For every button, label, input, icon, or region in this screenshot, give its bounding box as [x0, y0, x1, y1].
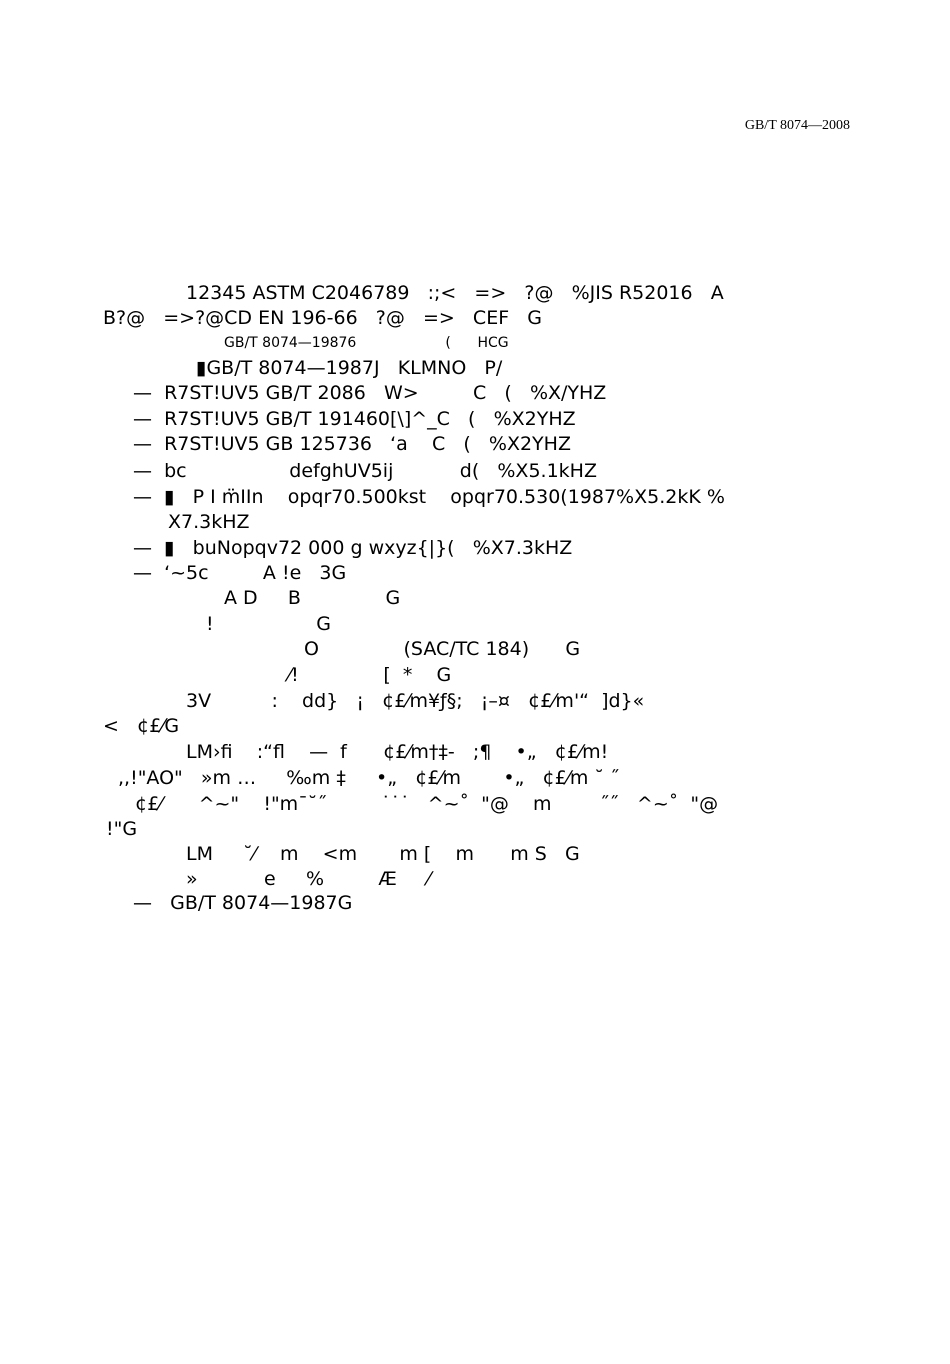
list-item: — bc defghUV5ij d( %X5.1kHZ	[133, 460, 597, 482]
text-line: B?@ =>?@CD EN 196-66 ?@ => CEF G	[103, 307, 542, 329]
text-line: ! G	[206, 613, 332, 635]
list-item: — R7ST!UV5 GB 125736 ‘a C ( %X2YHZ	[133, 433, 571, 455]
text-line: ⁄! [ * G	[288, 664, 452, 686]
list-item: — R7ST!UV5 GB/T 2086 W> C ( %X/YHZ	[133, 382, 607, 404]
text-line: !"G	[106, 818, 138, 840]
text-line: 12345 ASTM C2046789 :;< => ?@ %JIS R52016 A	[186, 282, 724, 304]
text-line: » e % Æ ⁄	[186, 868, 431, 890]
list-item: — GB/T 8074—1987G	[133, 892, 353, 914]
list-item: — R7ST!UV5 GB/T 191460[\]^_C ( %X2YHZ	[133, 408, 576, 430]
text-line: A D B G	[224, 587, 401, 609]
text-line: O (SAC/TC 184) G	[304, 638, 581, 660]
text-line: X7.3kHZ	[168, 511, 250, 533]
standard-number-header: GB/T 8074—2008	[744, 118, 850, 133]
list-item: — ▮ buNopqv72 000 g wxyz{|}( %X7.3kHZ	[133, 537, 573, 559]
text-line: LM ˘⁄ m <m m [ m m S G	[186, 843, 580, 865]
text-line: GB/T 8074—19876 ( HCG	[224, 335, 509, 351]
list-item: — ▮ P I m̈IIn opqr70.500kst opqr70.530(1987%X5.2kK %	[133, 486, 725, 508]
text-line: ¢£⁄ ^~" !"m¯˘˝ ˙˙˙ ^~˚ "@ m ˝˝ ^~˚ "@	[135, 793, 719, 815]
text-line: ,,!"AO" »m … ‰m ‡ •„ ¢£⁄m •„ ¢£⁄m ˘ ˝	[118, 767, 620, 789]
text-line: < ¢£⁄G	[103, 715, 180, 737]
text-line: LM›fi :“fl — f ¢£⁄m†‡- ;¶ •„ ¢£⁄m!	[186, 741, 609, 763]
list-item: — ‘~5c A !e 3G	[133, 562, 347, 584]
text-line: 3V : dd} ¡ ¢£⁄m¥ƒ§; ¡–¤ ¢£⁄m'“ ]d}«	[186, 690, 645, 712]
text-line: ▮GB/T 8074—1987J KLMNO P/	[196, 357, 503, 379]
